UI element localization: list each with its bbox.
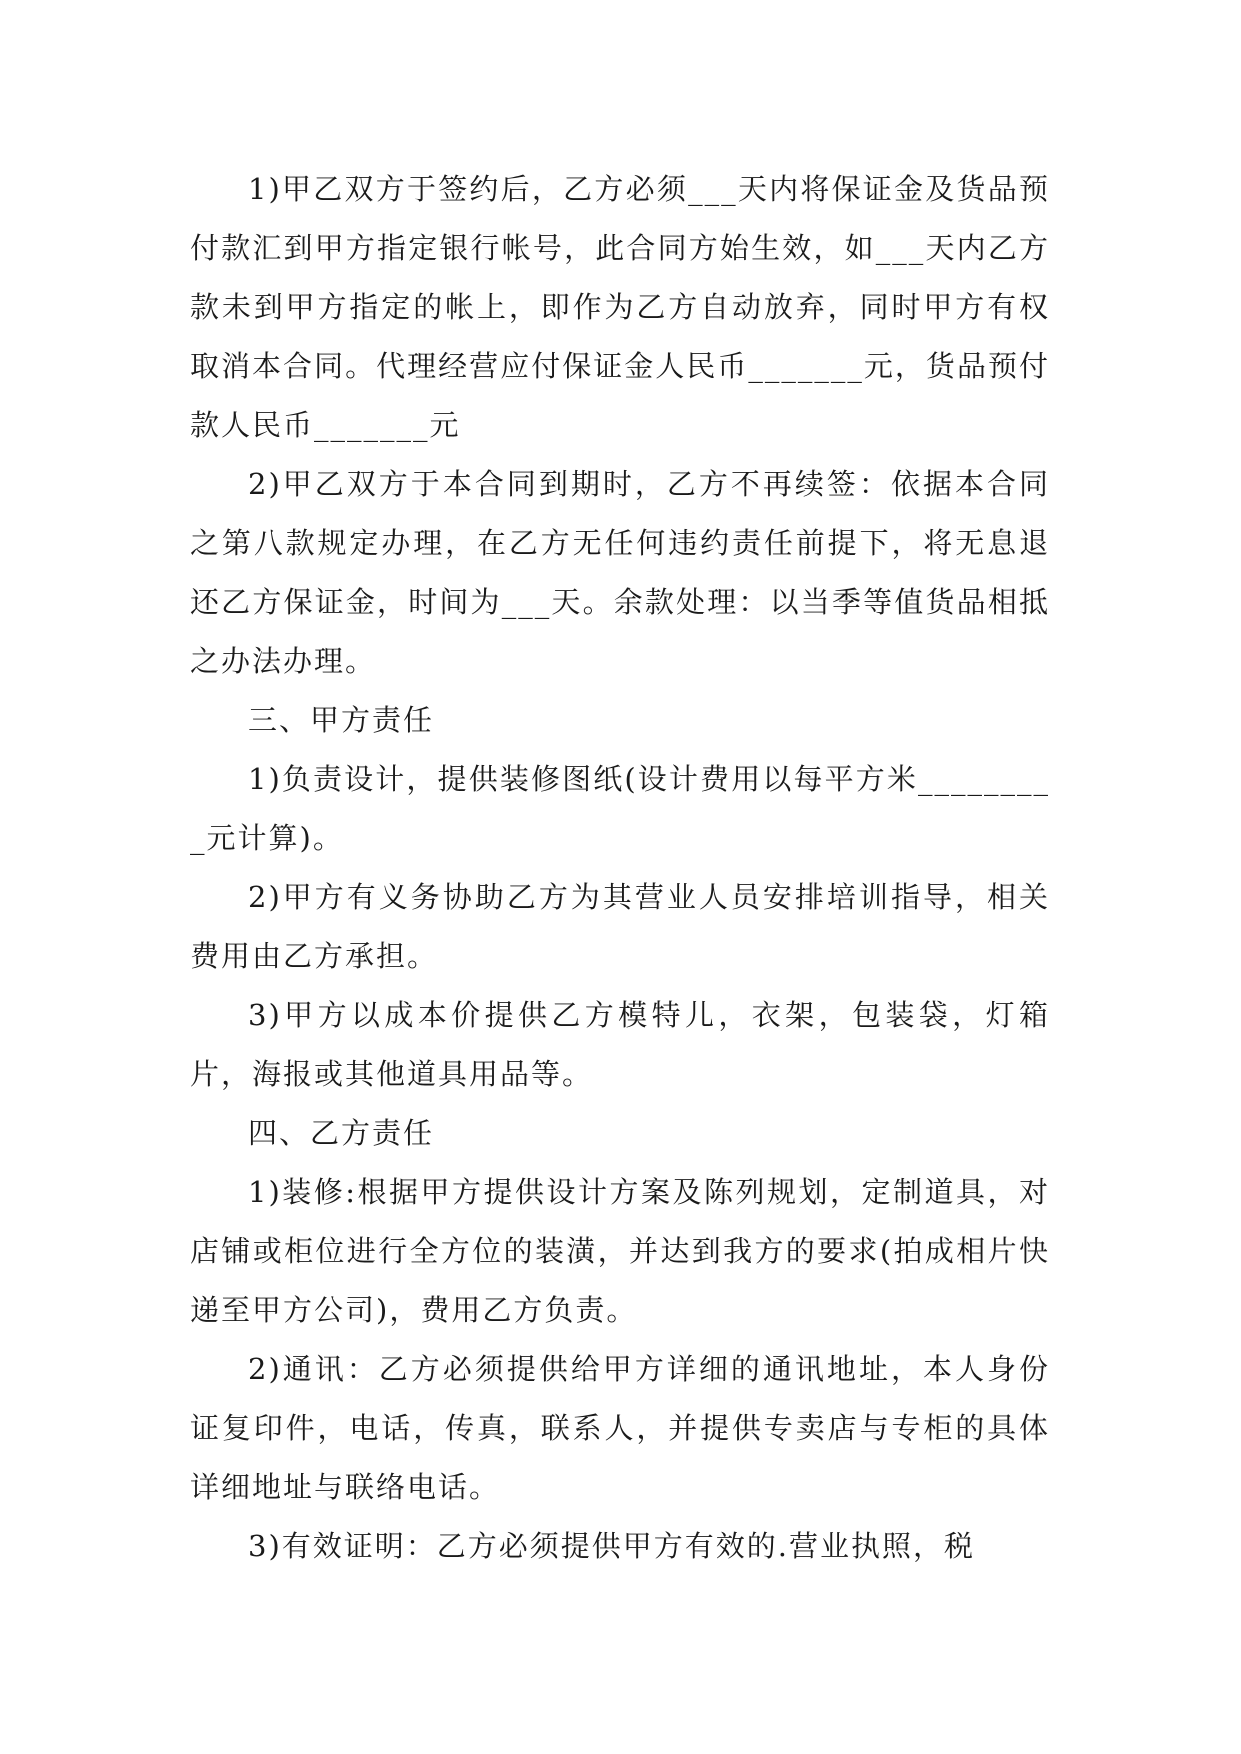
section-heading-party-a: 三、甲方责任	[248, 703, 435, 737]
clause-training: 2)甲方有义务协助乙方为其营业人员安排培训指导，相关费用由乙方承担。	[190, 880, 1050, 973]
document-body	[190, 160, 1050, 1576]
clause-design: 1)负责设计，提供装修图纸(设计费用以每平方米_________元计算)。	[190, 762, 1050, 855]
clause-props: 3)甲方以成本价提供乙方模特儿，衣架，包装袋，灯箱片，海报或其他道具用品等。	[190, 998, 1050, 1091]
clause-valid-certificate: 3)有效证明：乙方必须提供甲方有效的.营业执照，税	[248, 1529, 975, 1563]
clause-communication: 2)通讯：乙方必须提供给甲方详细的通讯地址，本人身份证复印件，电话，传真，联系人，并提供专卖店与专柜的具体详细地址与联络电话。	[190, 1352, 1050, 1504]
clause-deposit-payment: 1)甲乙双方于签约后，乙方必须___天内将保证金及货品预付款汇到甲方指定银行帐号，此合同方始生效，如___天内乙方款未到甲方指定的帐上，即作为乙方自动放弃，同时甲方有权取消本合同。代理经营应付保证金人民币_______元，货品预付款人民币_______元	[190, 172, 1050, 442]
section-heading-party-b: 四、乙方责任	[248, 1116, 435, 1150]
clause-contract-expiry: 2)甲乙双方于本合同到期时，乙方不再续签：依据本合同之第八款规定办理，在乙方无任何违约责任前提下，将无息退还乙方保证金，时间为___天。余款处理：以当季等值货品相抵之办法办理。	[190, 467, 1050, 678]
clause-decoration: 1)装修:根据甲方提供设计方案及陈列规划，定制道具，对店铺或柜位进行全方位的装潢，并达到我方的要求(拍成相片快递至甲方公司)，费用乙方负责。	[190, 1175, 1050, 1327]
